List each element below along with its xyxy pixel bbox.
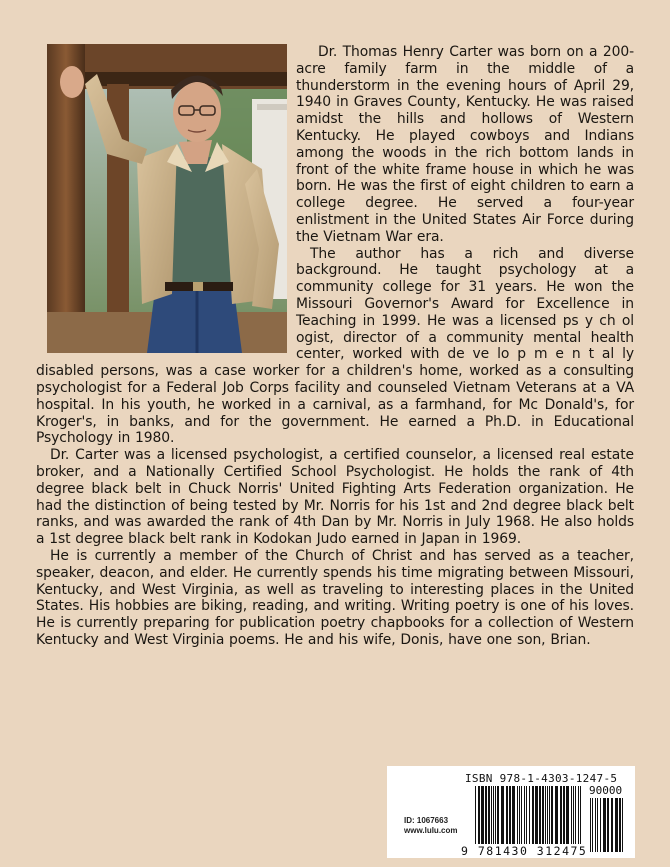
barcode-bar	[573, 786, 574, 852]
barcode-bar	[592, 798, 593, 852]
barcode-bar	[497, 786, 499, 852]
barcode-bar	[607, 798, 609, 852]
barcode-bar	[539, 786, 541, 852]
price-code: 90000	[589, 784, 623, 797]
barcode-bar	[521, 786, 522, 852]
barcode-bar	[509, 786, 511, 852]
barcode-bar	[491, 786, 492, 852]
barcode-bar	[580, 786, 581, 852]
photo-spacer	[36, 44, 296, 356]
barcode-bar	[560, 786, 562, 852]
barcode-bar	[595, 798, 596, 852]
lulu-url: www.lulu.com	[404, 826, 458, 835]
bio-paragraph: Dr. Carter was a licensed psychologist, a certified counselor, a licensed real estate broker, and a Nationally Certified School Psychologist. He holds the rank of 4th degree black belt in Chuck Norris' United Fighting Arts Federation organization. He had the distinction of being tested by Mr. Norris for his 1st and 2nd degree black belt ranks, and was awarded the rank of 4th Dan by Mr. Norris in July 1968. He also holds a 1st degree black belt rank in Kodokan Judo earned in Japan in 1969.	[36, 447, 634, 548]
barcode-bar	[551, 786, 553, 852]
barcode-bar	[501, 786, 504, 852]
barcode-bar	[532, 786, 534, 852]
barcode-bar	[488, 786, 490, 852]
barcode-bar	[506, 786, 508, 852]
barcode-bar	[622, 798, 623, 852]
barcode-bar	[481, 786, 484, 852]
barcode-bar	[547, 786, 548, 852]
barcode-bar	[526, 786, 527, 852]
barcode-bar	[475, 786, 476, 852]
barcode-bar	[600, 798, 601, 852]
barcode-bar	[555, 786, 558, 852]
barcode-bar	[535, 786, 538, 852]
barcode-bar	[590, 798, 591, 852]
bio-paragraph: The author has a rich and diverse background. He taught psychology at a community college for 31 years. He won the Missouri Governor's Award for Excellence in Teaching in 1999. He was a licensed ps y ch ol ogist, director of a community mental health center, worked with de ve lo p m e n t al ly disabled persons, was a case worker for a children's home, worked as a consulting psychologist for a Federal Job Corps facility and counseled Vietnam Veterans at a VA hospital. In his youth, he worked in a carnival, as a farmhand, for Mc Donald's, for Kroger's, in banks, and for the government. He earned a Ph.D. in Educational Psychology in 1980.	[36, 245, 634, 447]
lulu-id: ID: 1067663	[404, 816, 449, 825]
barcode-bar	[519, 786, 520, 852]
barcode-bar	[545, 786, 546, 852]
bio-paragraph: He is currently a member of the Church of Christ and has served as a teacher, speaker, deacon, and elder. He currently spends his time migrating between Missouri, Kentucky, and West Virginia, as well as traveling to interesting places in the United States. His hobbies are biking, reading, and writing. Writing poetry is one of his loves. He is currently preparing for publication poetry chapbooks for a collection of Western Kentucky and West Virginia poems. He and his wife, Donis, have one son, Brian.	[36, 547, 634, 648]
barcode-digits: 9 781430 312475	[461, 844, 588, 858]
bio-paragraph: Dr. Thomas Henry Carter was born on a 200-acre family farm in the middle of a thunderstorm in the evening hours of April 29, 1940 in Graves County, Kentucky. He was raised amidst the hills and hollows of Western Kentucky. He played cowboys and Indians among the woods in the rich bottom lands in front of the white frame house in which he was born. He was the first of eight children to earn a college degree. He served a four-year enlistment in the United States Air Force during the Vietnam War era.	[296, 44, 634, 245]
barcode-bar	[478, 786, 480, 852]
barcode-bar	[563, 786, 565, 852]
barcode-bar	[603, 798, 606, 852]
barcode-bar	[493, 786, 494, 852]
barcode-bar	[495, 786, 496, 852]
barcode-bar	[529, 786, 530, 852]
barcode-bar	[575, 786, 576, 852]
barcode-bar	[549, 786, 550, 852]
barcode-bar	[524, 786, 525, 852]
barcode-bar	[615, 798, 618, 852]
author-biography	[36, 44, 634, 649]
barcode-bar	[566, 786, 569, 852]
barcode-bar	[611, 798, 613, 852]
barcode-bar	[485, 786, 487, 852]
barcode-bar	[512, 786, 515, 852]
barcode-bar	[542, 786, 544, 852]
isbn-text: ISBN 978-1-4303-1247-5	[465, 772, 618, 785]
barcode-bar	[619, 798, 621, 852]
barcode-bar	[597, 798, 598, 852]
isbn-barcode-box	[387, 766, 635, 858]
barcode-bar	[578, 786, 579, 852]
barcode-bar	[517, 786, 518, 852]
barcode-bar	[571, 786, 572, 852]
